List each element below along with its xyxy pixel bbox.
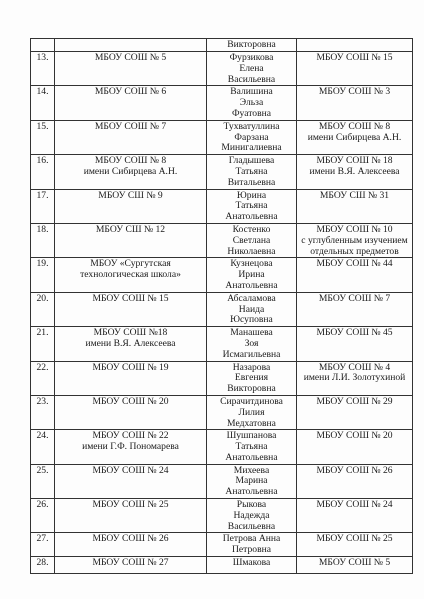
- mentor-school-cell-line: МБОУ СОШ № 45: [316, 327, 393, 339]
- mentor-school-cell-line: МБОУ СОШ № 26: [316, 464, 393, 476]
- school-cell: [55, 557, 207, 574]
- person-name-cell-line: Татьяна: [235, 441, 268, 453]
- school-cell-line: МБОУ СОШ № 5: [94, 52, 167, 63]
- mentor-school-cell: [297, 327, 413, 361]
- row-number: 13.: [31, 52, 55, 86]
- person-name-cell-line: Татьяна: [235, 165, 268, 177]
- person-name-cell-line: Анатольевна: [225, 279, 278, 291]
- row-number: 26.: [31, 499, 55, 533]
- person-name-cell-line: Костенко: [232, 223, 271, 235]
- mentor-school-cell: [297, 155, 413, 189]
- person-name-cell: [207, 533, 297, 557]
- school-cell: [55, 292, 207, 326]
- school-cell: [55, 430, 207, 464]
- school-cell: [55, 189, 207, 223]
- table-row: [31, 86, 413, 120]
- mentor-school-cell-line: с углубленным изучением: [301, 234, 408, 246]
- person-name-cell: [207, 120, 297, 154]
- school-cell: [55, 327, 207, 361]
- person-name-cell: [207, 223, 297, 257]
- table-row: [31, 155, 413, 189]
- person-name-cell-line: Викторовна: [227, 39, 276, 50]
- school-cell: [55, 155, 207, 189]
- person-name-cell-line: Васильевна: [227, 73, 276, 85]
- school-cell: [55, 395, 207, 429]
- person-name-cell: [207, 189, 297, 223]
- mentor-school-cell-line: имени Л.И. Золотухиной: [303, 372, 406, 384]
- mentor-school-cell-line: МБОУ СОШ № 20: [316, 430, 393, 442]
- school-cell-line: МБОУ СОШ №18: [93, 327, 168, 339]
- row-number: 14.: [31, 86, 55, 120]
- table-row: [31, 223, 413, 257]
- person-name-cell: [207, 86, 297, 120]
- person-name-cell-line: Надежда: [233, 509, 270, 521]
- table-row: [31, 395, 413, 429]
- person-name-cell: [207, 292, 297, 326]
- person-name-cell: [207, 395, 297, 429]
- school-cell-line: МБОУ «Сургутская: [90, 258, 171, 270]
- person-name-cell: [207, 557, 297, 574]
- mentor-school-cell: [297, 464, 413, 498]
- table-row: [31, 499, 413, 533]
- mentor-school-cell-line: имени Сибирцева А.Н.: [307, 131, 402, 143]
- table-row: [31, 52, 413, 86]
- mentor-school-cell: [297, 361, 413, 395]
- school-cell-line: МБОУ СОШ № 7: [94, 120, 167, 132]
- mentor-school-cell-line: МБОУ СОШ № 15: [316, 52, 393, 63]
- person-name-cell-line: Анатольевна: [225, 451, 278, 463]
- person-name-cell-line: Евгения: [234, 372, 269, 384]
- mentor-school-cell-line: МБОУ СОШ № 29: [316, 395, 393, 407]
- school-cell-line: МБОУ СОШ № 24: [92, 464, 169, 476]
- person-name-cell: [207, 361, 297, 395]
- table-body: [31, 39, 413, 574]
- mentor-school-cell: [297, 292, 413, 326]
- mentor-school-cell: [297, 557, 413, 574]
- person-name-cell-line: Елена: [239, 62, 264, 74]
- person-name-cell-line: Манашева: [230, 327, 273, 339]
- school-cell-line: МБОУ СОШ № 15: [92, 292, 169, 304]
- mentor-school-cell-line: МБОУ СШ № 31: [319, 189, 390, 201]
- school-cell-line: МБОУ СШ № 12: [95, 223, 166, 235]
- person-name-cell-line: Анатольевна: [225, 486, 278, 498]
- table-row: [31, 557, 413, 574]
- person-name-cell-line: Викторовна: [227, 383, 276, 395]
- person-name-cell-line: Гладышева: [228, 155, 275, 167]
- mentor-school-cell: [297, 86, 413, 120]
- person-name-cell-line: Юрина: [236, 189, 267, 201]
- mentor-school-cell-line: МБОУ СОШ № 8: [318, 120, 391, 132]
- school-cell: [55, 39, 207, 52]
- table-row: [31, 120, 413, 154]
- table-row: [31, 189, 413, 223]
- person-name-cell-line: Эльза: [239, 97, 264, 109]
- person-name-cell-line: Ирина: [238, 269, 265, 281]
- person-name-cell-line: Петрова Анна: [222, 533, 281, 545]
- person-name-cell-line: Витальевна: [227, 176, 276, 188]
- person-name-cell-line: Анатольевна: [225, 211, 278, 223]
- school-cell: [55, 86, 207, 120]
- mentor-school-cell: [297, 395, 413, 429]
- person-name-cell-line: Юсуповна: [230, 314, 273, 326]
- mentor-school-cell-line: отдельных предметов: [310, 245, 399, 257]
- table-row: [31, 430, 413, 464]
- row-number: 16.: [31, 155, 55, 189]
- person-name-cell-line: Марина: [235, 475, 268, 487]
- table-row: [31, 361, 413, 395]
- school-cell-line: МБОУ СШ № 9: [98, 189, 163, 201]
- school-cell-line: МБОУ СОШ № 26: [92, 533, 169, 545]
- table-row: [31, 327, 413, 361]
- school-cell: [55, 258, 207, 292]
- row-number: 24.: [31, 430, 55, 464]
- person-name-cell-line: Николаевна: [227, 245, 276, 257]
- school-cell-line: МБОУ СОШ № 22: [92, 430, 169, 442]
- school-cell-line: МБОУ СОШ № 27: [92, 557, 169, 569]
- school-cell-line: имени Г.Ф. Пономарева: [82, 441, 179, 453]
- row-number: 27.: [31, 533, 55, 557]
- person-name-cell-line: Валишина: [230, 86, 273, 98]
- school-cell: [55, 499, 207, 533]
- mentor-school-cell: [297, 430, 413, 464]
- mentor-school-cell-line: МБОУ СОШ № 25: [316, 533, 393, 545]
- person-name-cell-line: Сирачитдинова: [220, 395, 283, 407]
- assignments-table: [30, 38, 413, 574]
- person-name-cell-line: Шмакова: [232, 557, 271, 569]
- row-number: 28.: [31, 557, 55, 574]
- person-name-cell: [207, 39, 297, 52]
- row-number: 18.: [31, 223, 55, 257]
- person-name-cell: [207, 464, 297, 498]
- row-number: 21.: [31, 327, 55, 361]
- person-name-cell: [207, 258, 297, 292]
- school-cell-line: МБОУ СОШ № 19: [92, 361, 169, 373]
- person-name-cell-line: Петровна: [231, 544, 271, 556]
- row-number: 15.: [31, 120, 55, 154]
- person-name-cell-line: Лилия: [238, 406, 265, 418]
- person-name-cell-line: Фарзана: [234, 131, 269, 143]
- person-name-cell-line: Тухватуллина: [223, 120, 280, 132]
- row-number: 23.: [31, 395, 55, 429]
- person-name-cell-line: Наида: [238, 303, 265, 315]
- row-number: 17.: [31, 189, 55, 223]
- school-cell-line: МБОУ СОШ № 8: [94, 155, 167, 167]
- mentor-school-cell: [297, 52, 413, 86]
- mentor-school-cell-line: МБОУ СОШ № 10: [316, 223, 393, 235]
- person-name-cell: [207, 499, 297, 533]
- table-row: [31, 533, 413, 557]
- mentor-school-cell-line: МБОУ СОШ № 7: [318, 292, 391, 304]
- person-name-cell-line: Фурзикова: [229, 52, 274, 63]
- school-cell-line: имени В.Я. Алексеева: [85, 337, 176, 349]
- person-name-cell-line: Фуатовна: [231, 107, 272, 119]
- person-name-cell-line: Шушпанова: [226, 430, 277, 442]
- row-number: 19.: [31, 258, 55, 292]
- mentor-school-cell: [297, 189, 413, 223]
- row-number: 20.: [31, 292, 55, 326]
- row-number: [31, 39, 55, 52]
- school-cell-line: МБОУ СОШ № 20: [92, 395, 169, 407]
- school-cell-line: МБОУ СОШ № 6: [94, 86, 167, 98]
- person-name-cell-line: Минигалиевна: [221, 142, 282, 154]
- person-name-cell: [207, 52, 297, 86]
- mentor-school-cell: [297, 499, 413, 533]
- person-name-cell: [207, 430, 297, 464]
- table-row: [31, 464, 413, 498]
- mentor-school-cell: [297, 223, 413, 257]
- person-name-cell: [207, 327, 297, 361]
- person-name-cell-line: Светлана: [232, 234, 271, 246]
- mentor-school-cell-line: МБОУ СОШ № 3: [318, 86, 391, 98]
- mentor-school-cell: [297, 258, 413, 292]
- person-name-cell-line: Исмагильевна: [222, 348, 281, 360]
- person-name-cell: [207, 155, 297, 189]
- person-name-cell-line: Назарова: [232, 361, 271, 373]
- table-row: [31, 292, 413, 326]
- mentor-school-cell: [297, 39, 413, 52]
- school-cell: [55, 533, 207, 557]
- person-name-cell-line: Михеева: [233, 464, 270, 476]
- school-cell: [55, 361, 207, 395]
- person-name-cell-line: Кузнецова: [230, 258, 273, 270]
- school-cell: [55, 52, 207, 86]
- mentor-school-cell: [297, 120, 413, 154]
- person-name-cell-line: Медхатовна: [227, 417, 276, 429]
- mentor-school-cell-line: имени В.Я. Алексеева: [309, 165, 400, 177]
- school-cell-line: технологическая школа»: [80, 269, 181, 281]
- mentor-school-cell-line: МБОУ СОШ № 5: [318, 557, 391, 569]
- school-cell: [55, 464, 207, 498]
- mentor-school-cell-line: МБОУ СОШ № 44: [316, 258, 393, 270]
- mentor-school-cell-line: МБОУ СОШ № 24: [316, 499, 393, 511]
- school-cell-line: имени Сибирцева А.Н.: [83, 165, 178, 177]
- school-cell: [55, 120, 207, 154]
- mentor-school-cell: [297, 533, 413, 557]
- person-name-cell-line: Татьяна: [235, 200, 268, 212]
- row-number: 25.: [31, 464, 55, 498]
- table-row: [31, 39, 413, 52]
- table-row: [31, 258, 413, 292]
- person-name-cell-line: Рыкова: [236, 499, 267, 511]
- school-cell: [55, 223, 207, 257]
- row-number: 22.: [31, 361, 55, 395]
- school-cell-line: МБОУ СОШ № 25: [92, 499, 169, 511]
- person-name-cell-line: Абсаламова: [227, 292, 276, 304]
- person-name-cell-line: Васильевна: [227, 520, 276, 532]
- mentor-school-cell-line: МБОУ СОШ № 4: [318, 361, 391, 373]
- mentor-school-cell-line: МБОУ СОШ № 18: [316, 155, 393, 167]
- person-name-cell-line: Зоя: [244, 337, 259, 349]
